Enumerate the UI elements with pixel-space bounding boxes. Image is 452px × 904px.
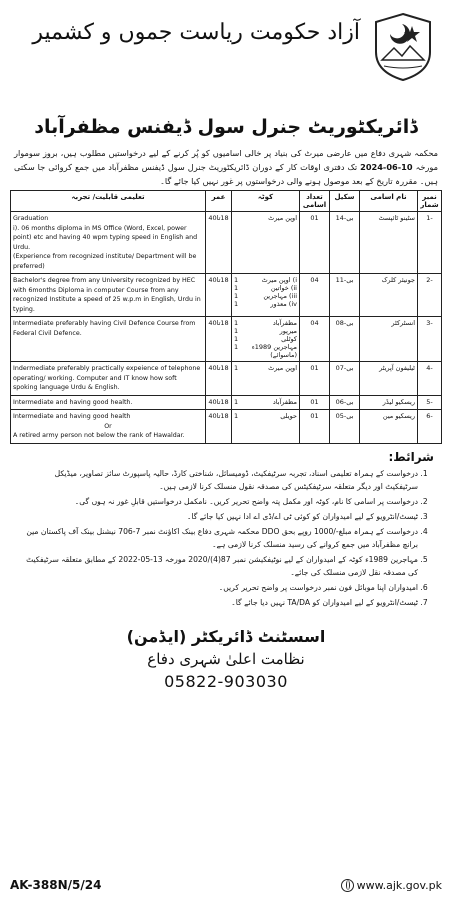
cell-scale: بی-06 bbox=[330, 395, 360, 410]
cell-post-name: ٹیلیفون آپریٹر bbox=[360, 362, 418, 396]
cell-age: 18تا40 bbox=[206, 362, 232, 396]
signature-office: نظامت اعلیٰ شہری دفاع bbox=[147, 649, 305, 668]
quota-line bbox=[234, 319, 297, 327]
quota-name: کوٹلی bbox=[281, 335, 297, 343]
cell-age: 18تا40 bbox=[206, 395, 232, 410]
cell-serial: -6 bbox=[418, 410, 442, 444]
cell-quota bbox=[232, 317, 300, 362]
quota-count: 1 bbox=[234, 397, 239, 406]
condition-item: 4. درخواست کے ہمراہ مبلغ-/1000 روپے بحق DDO محکمہ شہری دفاع بینک اکاؤنٹ نمبر 7-706 نیشنل بینک آف پاکستان مین برانچ مظفرآباد میں جمع کروانے کی رسید منسلک کرنا لازمی ہے۔ bbox=[24, 525, 418, 551]
cell-qualification bbox=[11, 362, 206, 396]
cell-scale: بی-07 bbox=[330, 362, 360, 396]
cell-quota bbox=[232, 274, 300, 317]
cell-age: 18تا40 bbox=[206, 274, 232, 317]
quota-line bbox=[234, 284, 297, 292]
qualification-line: Indermediate preferably practically expeience of telephone operating/ working. Computer and IT know how soft spoking language Urdu & English. bbox=[13, 365, 201, 391]
col-quota: کوٹہ bbox=[232, 191, 300, 212]
cell-count: 01 bbox=[300, 362, 330, 396]
intro-paragraph bbox=[14, 146, 438, 188]
qualification-line: Graduation bbox=[13, 215, 49, 222]
cell-post-name: سٹینو ٹائپسٹ bbox=[360, 212, 418, 274]
condition-item: 3. ٹیسٹ/انٹرویو کے لیے امیدواران کو کوئی ٹی اے/ڈی اے ادا نہیں کیا جائے گا۔ bbox=[24, 510, 418, 523]
reference-number: AK-388N/5/24 bbox=[10, 878, 102, 892]
condition-item: 1. درخواست کے ہمراہ تعلیمی اسناد، تجربہ سرٹیفکیٹ، ڈومیسائل، شناختی کارڈ، حالیہ پاسپورٹ سائز تصاویر، میڈیکل سرٹیفکیٹ اور دیگر متعلقہ سرٹیفکیٹس کی مصدقہ نقول منسلک کرنا لازمی ہیں۔ bbox=[24, 467, 418, 493]
government-title: آزاد حکومت ریاست جموں و کشمیر bbox=[32, 20, 360, 45]
qualification-line: A retired army person not below the rank of Hawaldar. bbox=[13, 432, 185, 439]
quota-line bbox=[234, 327, 297, 335]
condition-item: 2. درخواست پر اسامی کا نام، کوٹہ اور مکمل پتہ واضح تحریر کریں۔ نامکمل درخواستیں قابلِ غور نہ ہوں گی۔ bbox=[24, 495, 418, 508]
table-row bbox=[11, 212, 442, 274]
col-age: عمر bbox=[206, 191, 232, 212]
cell-age: 18تا40 bbox=[206, 410, 232, 444]
cell-scale: بی-11 bbox=[330, 274, 360, 317]
cell-quota bbox=[232, 362, 300, 396]
posts-table bbox=[10, 190, 442, 444]
condition-item: 7. ٹیسٹ/انٹرویو کے لیے امیدواران کو TA/DA نہیں دیا جائے گا۔ bbox=[24, 596, 418, 609]
signature-block bbox=[10, 627, 442, 691]
quota-line bbox=[234, 292, 297, 300]
cell-quota bbox=[232, 395, 300, 410]
cell-post-name: ریسکیو لیڈر bbox=[360, 395, 418, 410]
qualification-line: Intermediate and having good health bbox=[13, 413, 131, 420]
quota-count: 1 bbox=[234, 327, 239, 335]
conditions-list bbox=[24, 467, 432, 609]
col-scale: سکیل bbox=[330, 191, 360, 212]
conditions-title: شرائط: bbox=[388, 449, 434, 464]
cell-count: 04 bbox=[300, 317, 330, 362]
quota-name: اوپن میرٹ bbox=[268, 364, 297, 372]
col-count: تعداد اسامی bbox=[300, 191, 330, 212]
last-date: 10-06-2024 bbox=[360, 162, 413, 172]
signature-phone: 05822-903030 bbox=[164, 671, 288, 691]
table-row bbox=[11, 410, 442, 444]
cell-qualification bbox=[11, 410, 206, 444]
cell-serial: -3 bbox=[418, 317, 442, 362]
quota-name: مظفرآباد bbox=[272, 397, 297, 406]
cell-count: 01 bbox=[300, 410, 330, 444]
quota-line bbox=[234, 412, 297, 420]
cell-scale: بی-05 bbox=[330, 410, 360, 444]
cell-quota bbox=[232, 212, 300, 274]
cell-serial: -2 bbox=[418, 274, 442, 317]
quota-line bbox=[234, 335, 297, 343]
col-serial: نمبر شمار bbox=[418, 191, 442, 212]
cell-serial: -1 bbox=[418, 212, 442, 274]
footer bbox=[10, 872, 442, 892]
quota-count: 1 bbox=[234, 284, 239, 292]
quota-count: 1 bbox=[234, 412, 239, 420]
cell-qualification bbox=[11, 317, 206, 362]
cell-post-name: ریسکیو مین bbox=[360, 410, 418, 444]
qualification-line: Bachelor's degree from any University recognized by HEC with 6months Diploma in computer Course from any recognized Institute a speed of 25 w.p.m in English, Urdu in typing. bbox=[13, 277, 201, 313]
quota-name: اوپن میرٹ bbox=[268, 214, 297, 222]
quota-name: i) اوپن میرٹ bbox=[261, 276, 297, 284]
signature-designation: اسسٹنٹ ڈائریکٹر (ایڈمن) bbox=[126, 626, 326, 646]
condition-item: 5. مہاجرین 1989ء کوٹہ کے امیدواران کے لیے نوٹیفکیشن نمبر 87(4)/2020 مورخہ 13-05-2022 کے مطابق متعلقہ سرٹیفکیٹ کی مصدقہ نقل لازمی منسلک کی جائے۔ bbox=[24, 553, 418, 579]
cell-count: 04 bbox=[300, 274, 330, 317]
quota-name: iv) معذور bbox=[270, 300, 297, 308]
qualification-line: i). 06 months diploma in MS Office (Word, Excel, power point) etc and having 40 wpm typing speed in English and Urdu. bbox=[13, 224, 198, 251]
cell-post-name: جونیئر کلرک bbox=[360, 274, 418, 317]
quota-line bbox=[234, 398, 297, 406]
table-row bbox=[11, 274, 442, 317]
cell-serial: -5 bbox=[418, 395, 442, 410]
col-post-name: نام اسامی bbox=[360, 191, 418, 212]
quota-count: 1 bbox=[234, 300, 239, 308]
quota-line bbox=[234, 364, 297, 372]
quota-count: 1 bbox=[234, 319, 239, 327]
quota-line bbox=[234, 343, 297, 359]
quota-line bbox=[234, 300, 297, 308]
cell-scale: بی-14 bbox=[330, 212, 360, 274]
quota-name: مہاجرین 1989ء (ماسوائے) bbox=[251, 343, 297, 359]
quota-line bbox=[234, 214, 297, 222]
cell-quota bbox=[232, 410, 300, 444]
qualification-line: Or bbox=[104, 422, 112, 430]
department-title: ڈائریکٹوریٹ جنرل سول ڈیفنس مظفرآباد bbox=[34, 116, 418, 138]
condition-item: 6. امیدواران اپنا موبائل فون نمبر درخواست پر واضح تحریر کریں۔ bbox=[24, 581, 418, 594]
cell-qualification bbox=[11, 274, 206, 317]
qualification-line: (Experience from recognized institute/ Department will be preferred) bbox=[13, 253, 197, 270]
intro-text-after: تک دفتری اوقات کار کے دوران ڈائریکٹوریٹ جنرل سول ڈیفنس مظفرآباد میں جمع کروائی جا سکتی ہیں۔ مقررہ تاریخ کے بعد موصول ہونے والی درخواستوں پر غور نہیں کیا جائے گا۔ bbox=[14, 162, 438, 186]
cell-age: 18تا40 bbox=[206, 317, 232, 362]
globe-icon bbox=[341, 879, 354, 892]
table-row bbox=[11, 362, 442, 396]
col-qualification: تعلیمی قابلیت/ تجربہ bbox=[11, 191, 206, 212]
quota-name: میرپور bbox=[279, 327, 297, 335]
table-header-row bbox=[11, 191, 442, 212]
ajk-emblem-icon bbox=[372, 12, 434, 82]
cell-serial: -4 bbox=[418, 362, 442, 396]
cell-count: 01 bbox=[300, 395, 330, 410]
header bbox=[10, 6, 442, 96]
cell-post-name: انسٹرکٹر bbox=[360, 317, 418, 362]
quota-name: iii) مہاجرین bbox=[263, 292, 297, 300]
intro-text-before: محکمہ شہری دفاع میں عارضی میرٹ کی بنیاد پر خالی اسامیوں کو پُر کرنے کے لیے درخواستیں مطلوب ہیں، بروز سوموار مورخہ bbox=[14, 148, 438, 172]
qualification-line: Intermediate preferably having Civil Defence Course from Federal Civil Defence. bbox=[13, 320, 196, 337]
cell-scale: بی-08 bbox=[330, 317, 360, 362]
website-link[interactable] bbox=[341, 879, 442, 893]
table-row bbox=[11, 317, 442, 362]
quota-count: 1 bbox=[234, 292, 239, 300]
quota-count: 1 bbox=[234, 343, 239, 351]
quota-count: 1 bbox=[234, 335, 239, 343]
quota-name: حویلی bbox=[280, 412, 297, 420]
cell-count: 01 bbox=[300, 212, 330, 274]
cell-qualification bbox=[11, 395, 206, 410]
quota-count: 1 bbox=[234, 276, 239, 284]
quota-count: 1 bbox=[234, 364, 239, 372]
quota-name: مظفرآباد bbox=[272, 319, 297, 327]
quota-line bbox=[234, 276, 297, 284]
cell-age: 18تا40 bbox=[206, 212, 232, 274]
website-text: www.ajk.gov.pk bbox=[356, 878, 442, 892]
qualification-line: Intermediate and having good health. bbox=[13, 398, 133, 406]
cell-qualification bbox=[11, 212, 206, 274]
quota-name: ii) خواتین bbox=[270, 284, 297, 292]
table-row bbox=[11, 395, 442, 410]
